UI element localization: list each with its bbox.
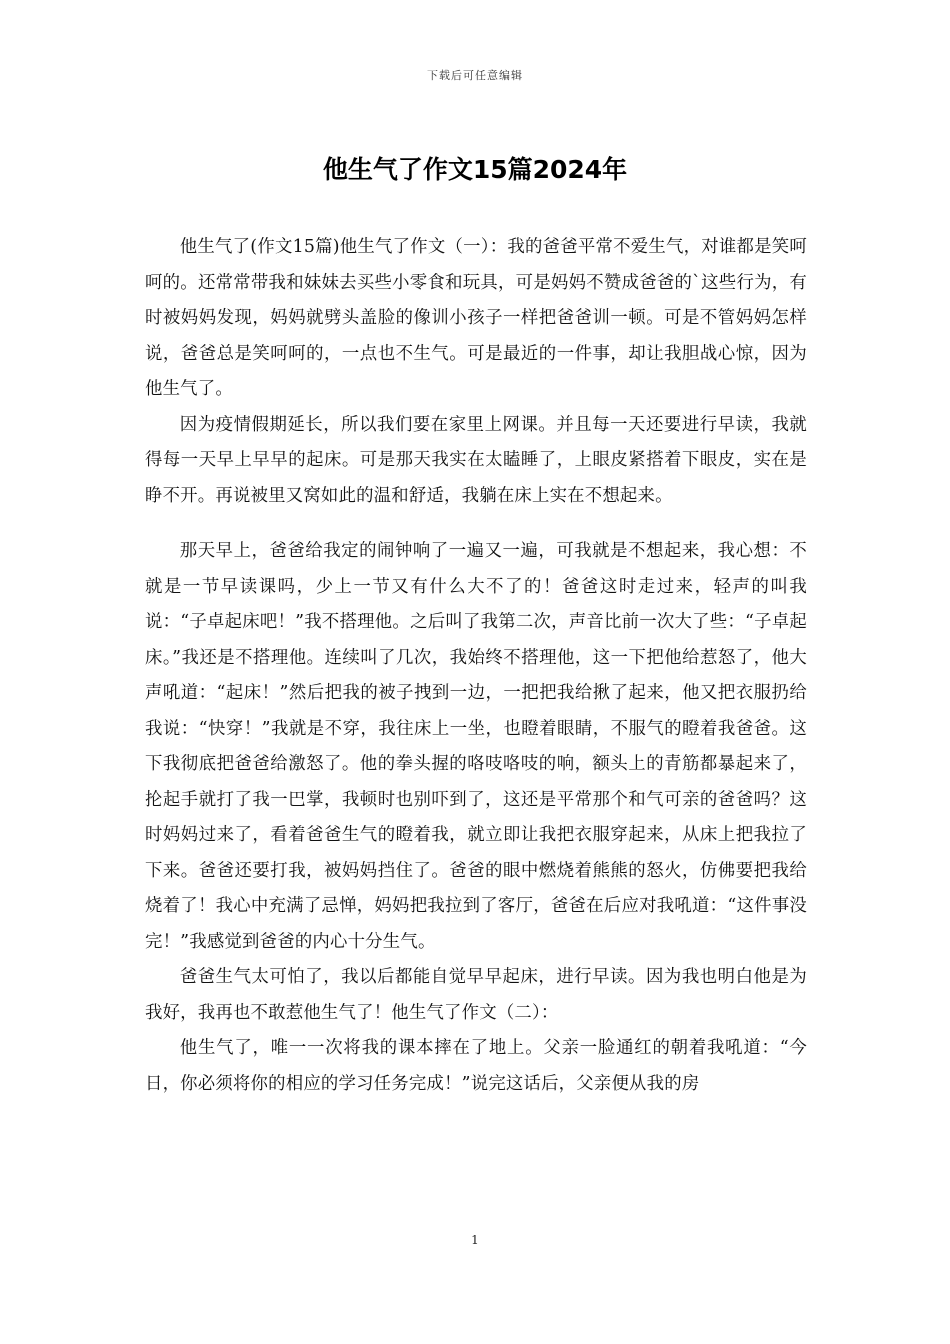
paragraph: 爸爸生气太可怕了，我以后都能自觉早早起床，进行早读。因为我也明白他是为我好，我再也不敢惹他生气了！他生气了作文（二）： [145,967,807,1023]
paragraph-spacer [145,514,807,534]
header-note: 下载后可任意编辑 [427,69,523,82]
paragraph: 他生气了，唯一一次将我的课本摔在了地上。父亲一脸通红的朝着我吼道：“今日，你必须将你的相应的学习任务完成！”说完这话后，父亲便从我的房 [145,1038,807,1094]
page-number: 1 [471,1233,479,1247]
document-body [145,230,807,1102]
paragraph: 他生气了(作文15篇)他生气了作文（一）：我的爸爸平常不爱生气，对谁都是笑呵呵的。还常常带我和妹妹去买些小零食和玩具，可是妈妈不赞成爸爸的`这些行为，有时被妈妈发现，妈妈就劈头盖脸的像训小孩子一样把爸爸训一顿。可是不管妈妈怎样说，爸爸总是笑呵呵的，一点也不生气。可是最近的一件事，却让我胆战心惊，因为他生气了。 [145,237,807,399]
document-title: 他生气了作文15篇2024年 [322,155,628,184]
paragraph: 那天早上，爸爸给我定的闹钟响了一遍又一遍，可我就是不想起来，我心想：不就是一节早读课吗，少上一节又有什么大不了的！爸爸这时走过来，轻声的叫我说：“子卓起床吧！”我不搭理他。之后叫了我第二次，声音比前一次大了些：“子卓起床。”我还是不搭理他。连续叫了几次，我始终不搭理他，这一下把他给惹怒了，他大声吼道：“起床！”然后把我的被子拽到一边，一把把我给揪了起来，他又把衣服扔给我说：“快穿！”我就是不穿，我往床上一坐，也瞪着眼睛，不服气的瞪着我爸爸。这下我彻底把爸爸给激怒了。他的拳头握的咯吱咯吱的响，额头上的青筋都暴起来了，抡起手就打了我一巴掌，我顿时也别吓到了，这还是平常那个和气可亲的爸爸吗？这时妈妈过来了，看着爸爸生气的瞪着我，就立即让我把衣服穿起来，从床上把我拉了下来。爸爸还要打我，被妈妈挡住了。爸爸的眼中燃烧着熊熊的怒火，仿佛要把我给烧着了！我心中充满了忌惮，妈妈把我拉到了客厅，爸爸在后应对我吼道：“这件事没完！”我感觉到爸爸的内心十分生气。 [145,541,807,952]
paragraph: 因为疫情假期延长，所以我们要在家里上网课。并且每一天还要进行早读，我就得每一天早上早早的起床。可是那天我实在太瞌睡了，上眼皮紧搭着下眼皮，实在是睁不开。再说被里又窝如此的温和舒适，我躺在床上实在不想起来。 [145,414,807,506]
